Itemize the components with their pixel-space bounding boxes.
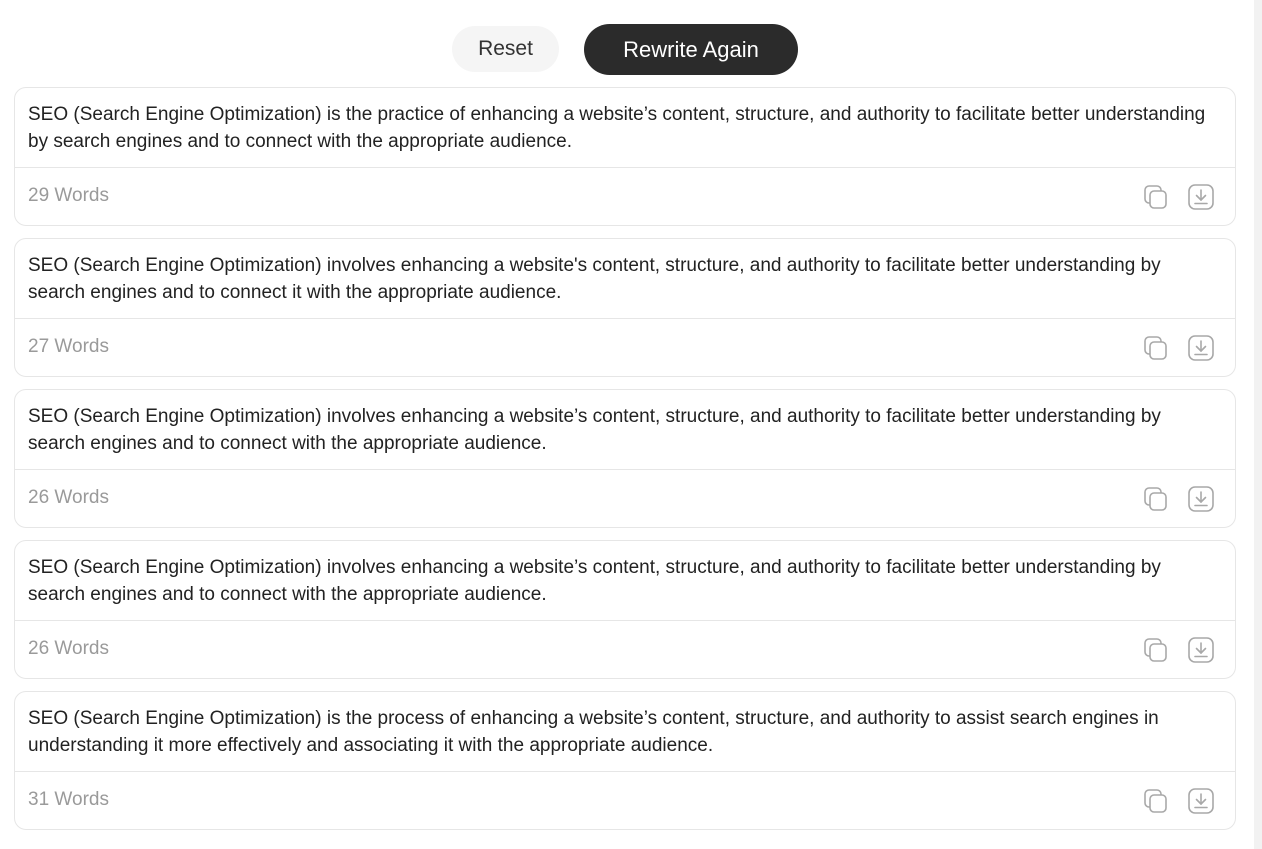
results-list (14, 87, 1236, 842)
download-icon[interactable] (1187, 636, 1215, 664)
result-card (14, 389, 1236, 528)
result-text[interactable]: SEO (Search Engine Optimization) is the process of enhancing a website’s content, structure, and authority to assist search engines in understanding it more effectively and associating it with the appropriate audience. (15, 692, 1235, 772)
copy-icon[interactable] (1142, 636, 1170, 664)
result-card (14, 540, 1236, 679)
word-count: 29 Words (28, 185, 109, 206)
result-footer (15, 470, 1235, 527)
result-card (14, 238, 1236, 377)
result-card (14, 691, 1236, 830)
copy-icon[interactable] (1142, 334, 1170, 362)
result-footer (15, 168, 1235, 225)
reset-button[interactable]: Reset (452, 26, 559, 72)
result-footer (15, 621, 1235, 678)
scrollbar[interactable] (1254, 0, 1262, 849)
word-count: 26 Words (28, 638, 109, 659)
result-card (14, 87, 1236, 226)
copy-icon[interactable] (1142, 183, 1170, 211)
word-count: 27 Words (28, 336, 109, 357)
download-icon[interactable] (1187, 183, 1215, 211)
result-text[interactable]: SEO (Search Engine Optimization) involves enhancing a website’s content, structure, and authority to facilitate better understanding by search engines and to connect with the appropriate audience. (15, 390, 1235, 470)
word-count: 31 Words (28, 789, 109, 810)
download-icon[interactable] (1187, 485, 1215, 513)
result-text[interactable]: SEO (Search Engine Optimization) involves enhancing a website’s content, structure, and authority to facilitate better understanding by search engines and to connect with the appropriate audience. (15, 541, 1235, 621)
download-icon[interactable] (1187, 787, 1215, 815)
result-footer (15, 319, 1235, 376)
result-text[interactable]: SEO (Search Engine Optimization) is the practice of enhancing a website’s content, structure, and authority to facilitate better understanding by search engines and to connect with the appropriate audience. (15, 88, 1235, 168)
rewrite-again-button[interactable]: Rewrite Again (584, 24, 798, 75)
result-text[interactable]: SEO (Search Engine Optimization) involves enhancing a website's content, structure, and authority to facilitate better understanding by search engines and to connect it with the appropriate audience. (15, 239, 1235, 319)
word-count: 26 Words (28, 487, 109, 508)
copy-icon[interactable] (1142, 485, 1170, 513)
download-icon[interactable] (1187, 334, 1215, 362)
top-actions (0, 24, 1250, 76)
copy-icon[interactable] (1142, 787, 1170, 815)
result-footer (15, 772, 1235, 829)
